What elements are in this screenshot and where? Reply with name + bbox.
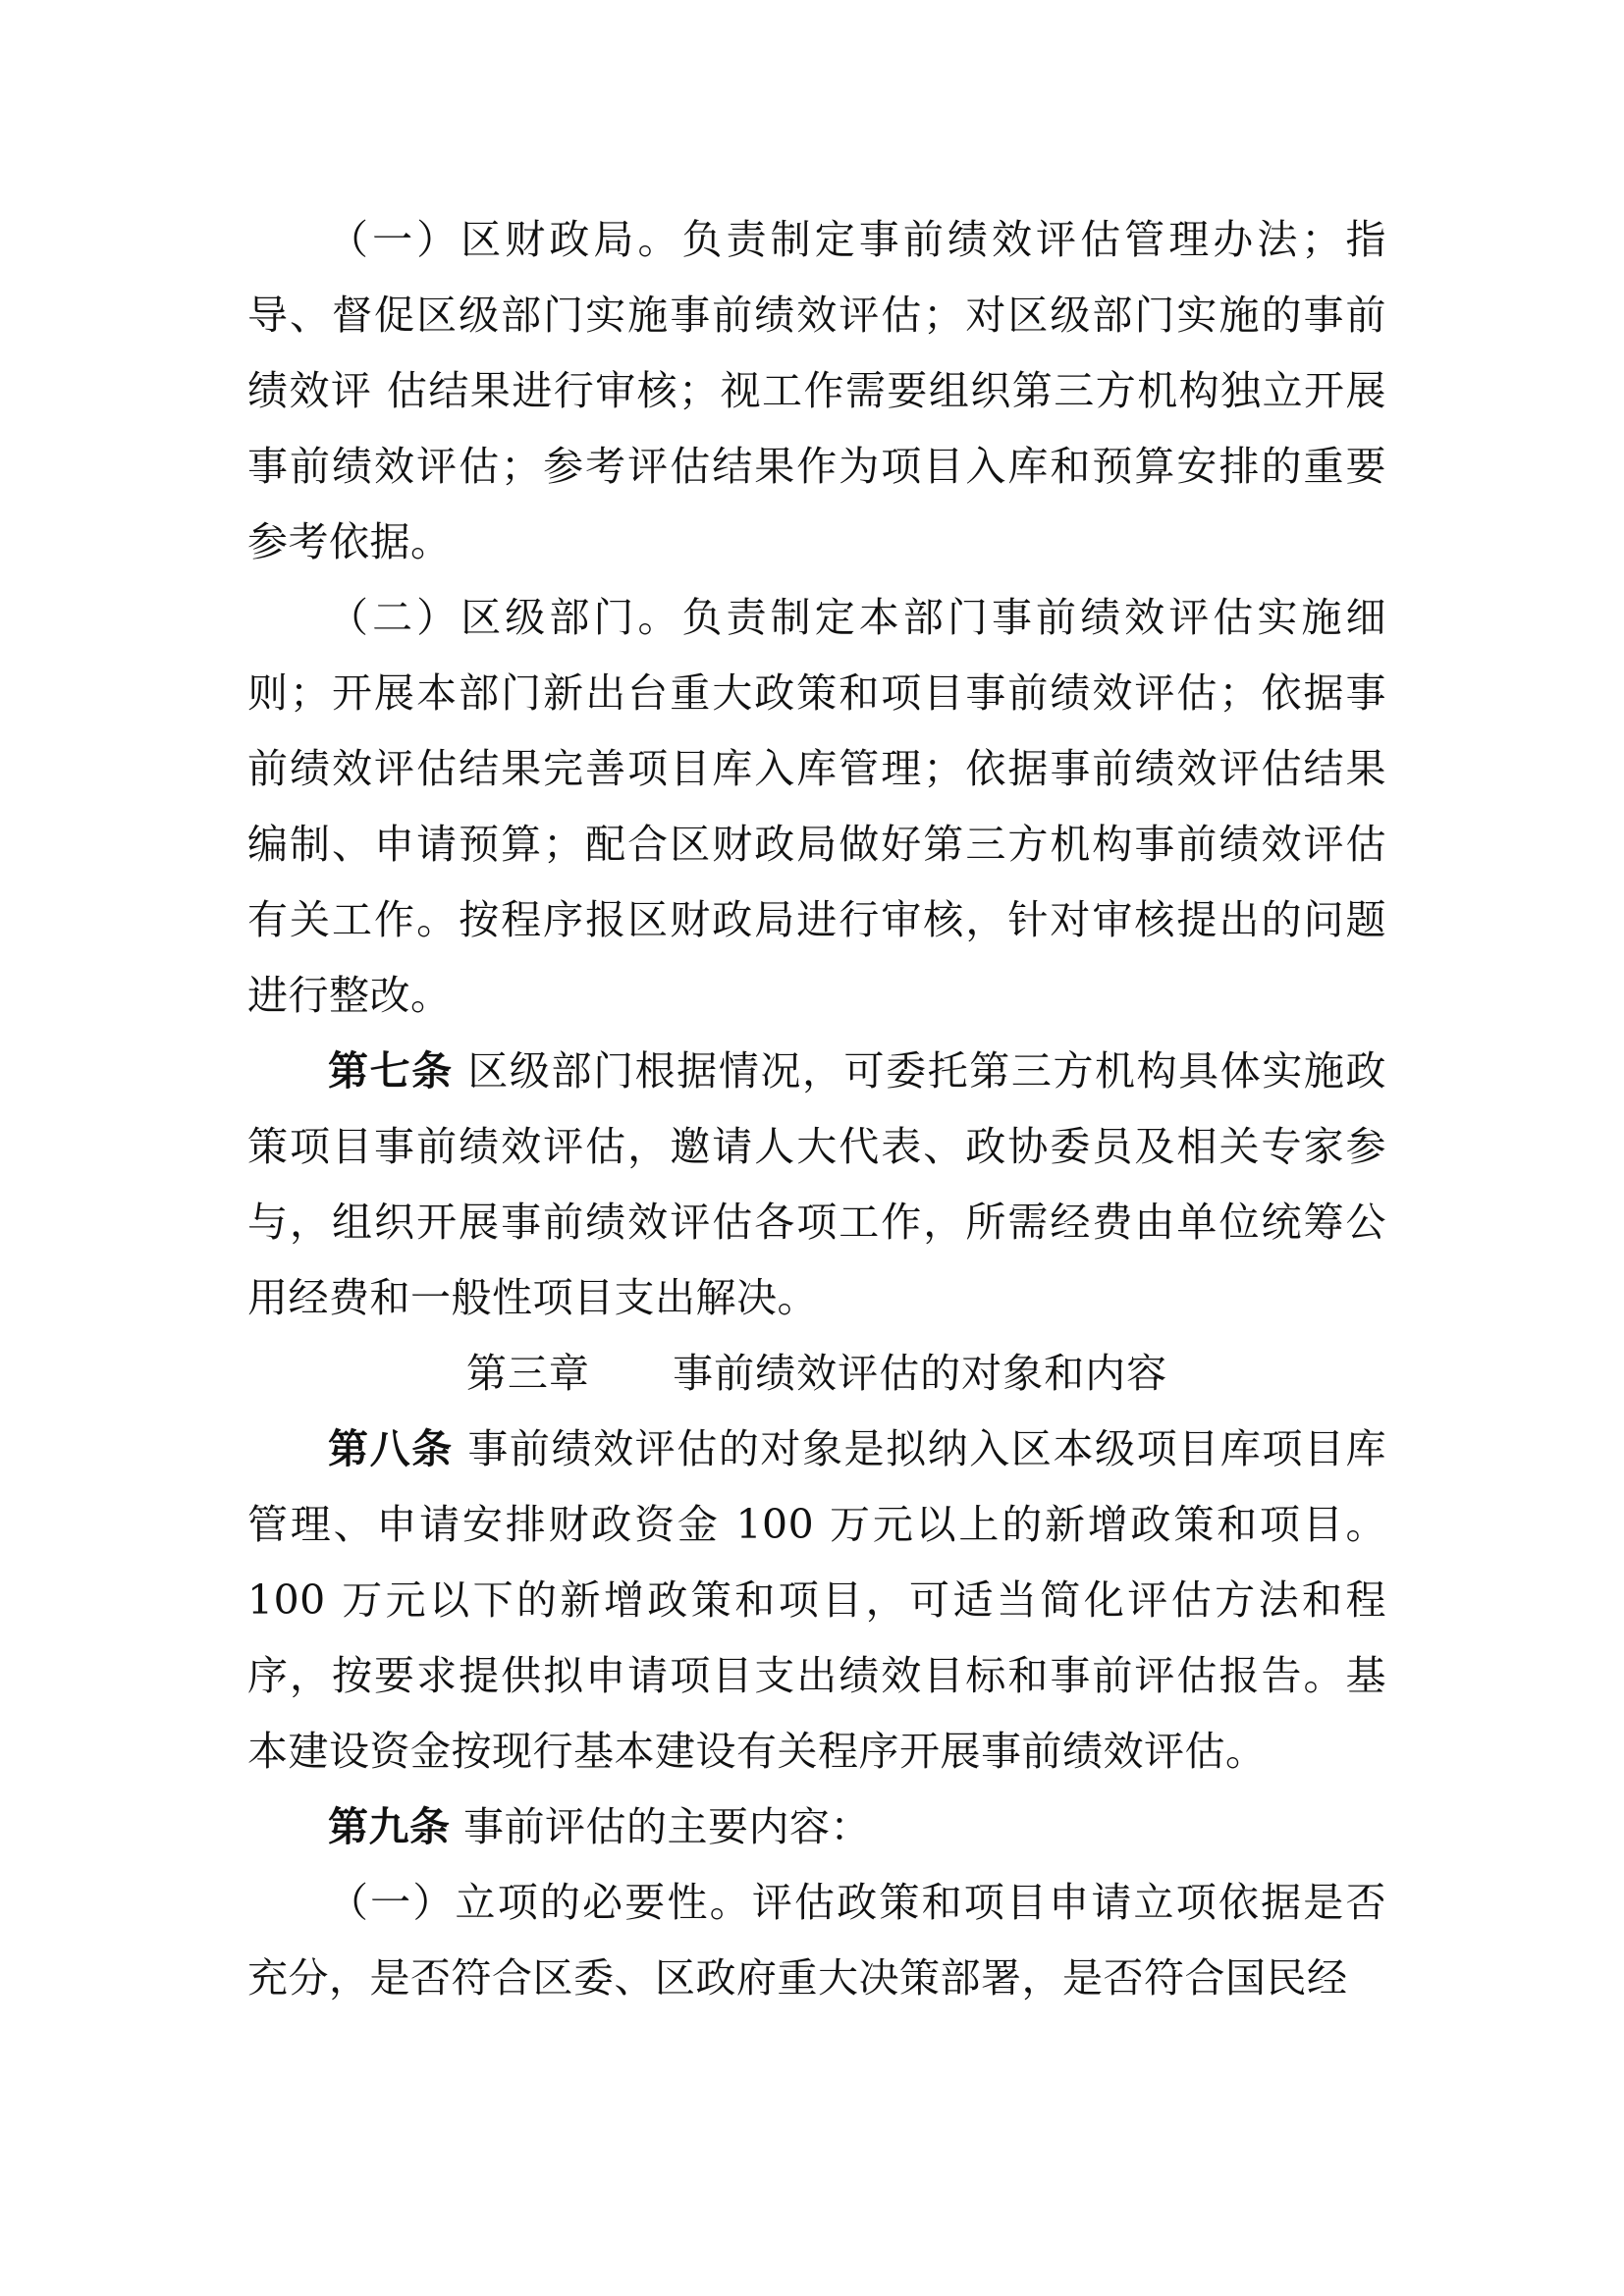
paragraph-district-finance-bureau: （一）区财政局。负责制定事前绩效评估管理办法；指导、督促区级部门实施事前绩效评估；对区级部门实施的事前绩效评 估结果进行审核；视工作需要组织第三方机构独立开展事前绩效评估；参考评估结果作为项目入库和预算安排的重要参考依据。: [247, 216, 1386, 565]
article-8: [247, 1412, 1386, 1789]
paragraph-district-departments: （二）区级部门。负责制定本部门事前绩效评估实施细则；开展本部门新出台重大政策和项目事前绩效评估；依据事前绩效评估结果完善项目库入库管理；依据事前绩效评估结果编制、申请预算；配合区财政局做好第三方机构事前绩效评估有关工作。按程序报区财政局进行审核，针对审核提出的问题进行整改。: [247, 594, 1386, 1019]
article-7-label: 第七条: [328, 1047, 454, 1095]
article-9-label: 第九条: [328, 1803, 451, 1850]
article-8-label: 第八条: [328, 1425, 454, 1472]
chapter-3-heading: 第三章 事前绩效评估的对象和内容: [465, 1350, 1168, 1397]
article-9: [247, 1789, 1386, 1865]
article-9-text: 事前评估的主要内容：: [463, 1803, 872, 1850]
article-7-text: 区级部门根据情况，可委托第三方机构具体实施政策项目事前绩效评估，邀请人大代表、政协委员及相关专家参与，组织开展事前绩效评估各项工作，所需经费由单位统筹公用经费和一般性项目支出解决。: [247, 1047, 1386, 1321]
article-8-text: 事前绩效评估的对象是拟纳入区本级项目库项目库管理、申请安排财政资金 100 万元以上的新增政策和项目。100 万元以下的新增政策和项目，可适当简化评估方法和程序，按要求提供拟申请项目支出绩效目标和事前评估报告。基本建设资金按现行基本建设有关程序开展事前绩效评估。: [247, 1425, 1386, 1775]
document-body: [247, 202, 1386, 2016]
article-7: [247, 1034, 1386, 1336]
paragraph-project-necessity: （一）立项的必要性。评估政策和项目申请立项依据是否充分，是否符合区委、区政府重大决策部署，是否符合国民经: [247, 1879, 1386, 2002]
